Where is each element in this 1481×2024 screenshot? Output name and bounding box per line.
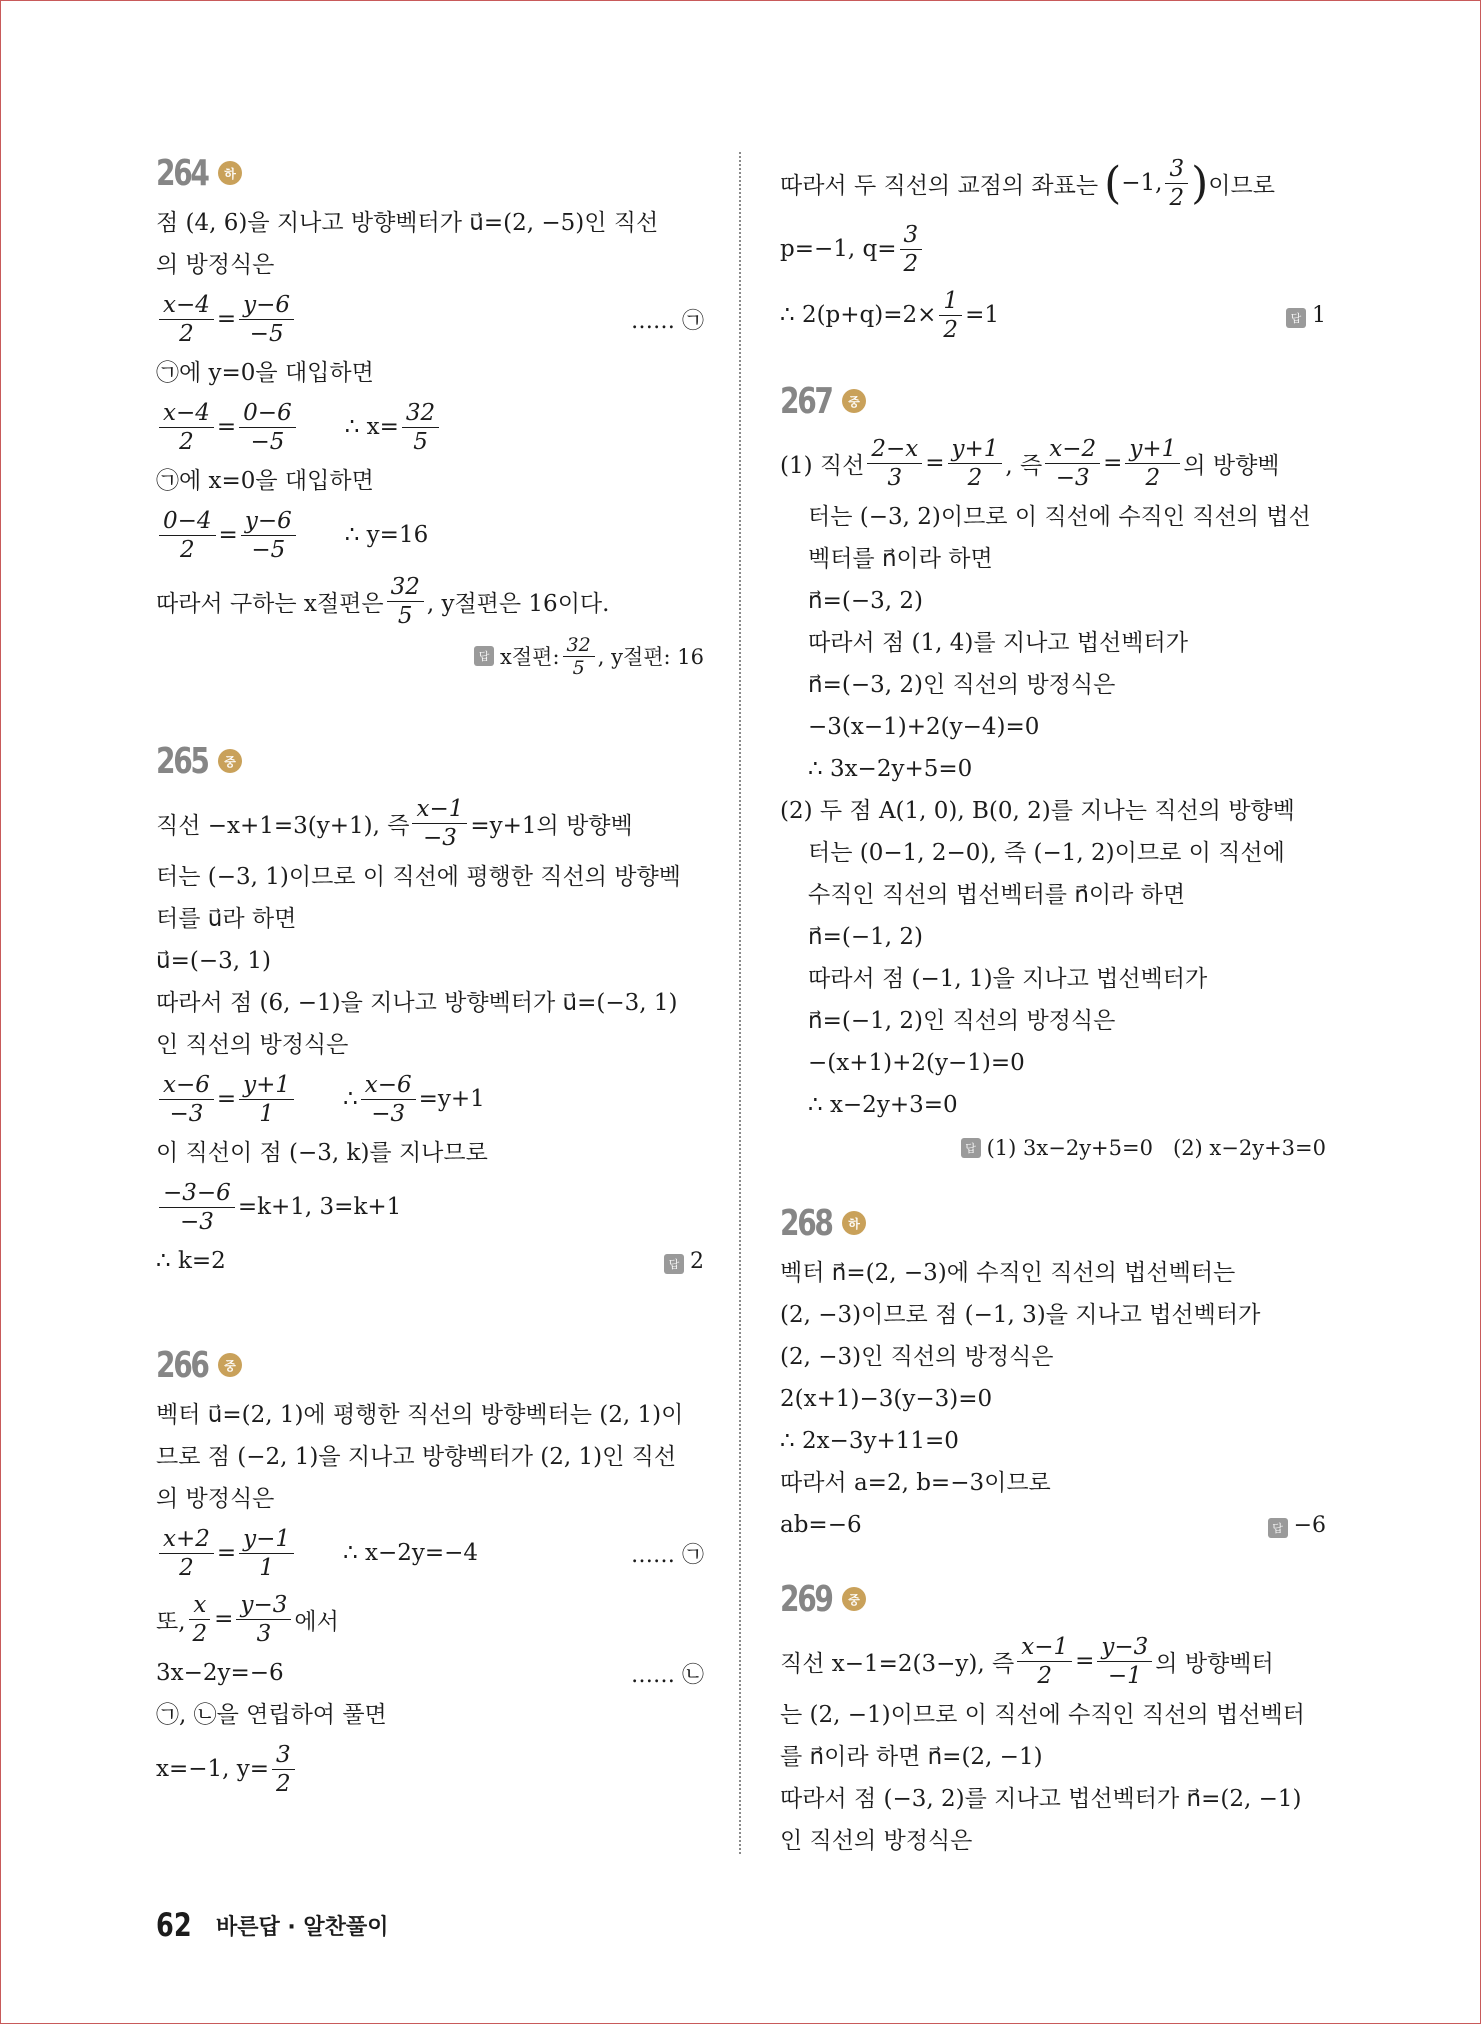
numerator: x−1 (1017, 1633, 1072, 1662)
text: p=−1, q= (780, 236, 897, 262)
answer-line (780, 1126, 1326, 1170)
text-line: n⃗=(−1, 2)인 직선의 방정식은 (808, 1008, 1116, 1034)
text: 의 방향벡터 (1155, 1650, 1274, 1677)
text: 따라서 구하는 x절편은 (156, 590, 384, 617)
denominator: 2 (1169, 184, 1185, 211)
paren-close: ) (1191, 157, 1209, 209)
numerator: x+2 (159, 1525, 214, 1554)
denominator: 3 (887, 464, 903, 491)
answer-text: 1 (1312, 302, 1326, 328)
text-line: ∴ 2x−3y+11=0 (780, 1428, 959, 1454)
text: =k+1, 3=k+1 (237, 1194, 402, 1220)
fraction (239, 1525, 294, 1582)
numerator: x−4 (159, 291, 214, 320)
therefore-text: ∴ (343, 1086, 358, 1112)
fraction (159, 1179, 235, 1236)
problem-header (156, 738, 704, 784)
text-line: 의 방정식은 (156, 252, 275, 278)
equals: = (1103, 450, 1123, 476)
equation-tag: …… ㉡ (631, 1662, 704, 1688)
text-line: n⃗=(−1, 2) (808, 924, 923, 950)
fraction (361, 1071, 416, 1128)
text-line: 를 n⃗이라 하면 n⃗=(2, −1) (780, 1744, 1043, 1770)
numerator: 0−6 (239, 399, 296, 428)
fraction (159, 291, 214, 348)
numerator: −3−6 (159, 1179, 235, 1208)
problem-header (780, 1200, 1326, 1246)
equation-line (780, 1628, 1326, 1694)
equation-line (780, 430, 1326, 496)
denominator: −3 (169, 1100, 204, 1127)
fraction (239, 399, 296, 456)
fraction (159, 1525, 214, 1582)
denominator: 3 (256, 1620, 272, 1647)
difficulty-badge: 하 (218, 161, 242, 185)
answer-line (1268, 1513, 1326, 1538)
problem-number: 264 (156, 152, 208, 194)
problem-number: 266 (156, 1344, 208, 1386)
text-line: 벡터를 n⃗이라 하면 (808, 546, 993, 572)
equals: = (218, 522, 238, 548)
denominator: 2 (179, 536, 195, 563)
problem-264 (156, 150, 704, 678)
answer-text: −6 (1293, 1512, 1326, 1538)
text-line: −3(x−1)+2(y−4)=0 (808, 714, 1040, 740)
text: , 즉 (1005, 452, 1043, 479)
text-line: 벡터 n⃗=(2, −3)에 수직인 직선의 법선벡터는 (780, 1260, 1236, 1286)
numerator: 0−4 (159, 507, 216, 536)
fraction (948, 435, 1003, 492)
equation (156, 1586, 704, 1652)
numerator: y−1 (239, 1525, 294, 1554)
text-line: ∴ x−2y+3=0 (808, 1092, 958, 1118)
spacer (156, 678, 704, 738)
numerator: y−6 (239, 291, 294, 320)
equals: = (216, 306, 237, 332)
numerator: x−6 (361, 1071, 416, 1100)
denominator: 5 (572, 656, 585, 679)
numerator: x−2 (1045, 435, 1100, 464)
text-line: 인 직선의 방정식은 (156, 1032, 349, 1058)
numerator: x−4 (159, 399, 214, 428)
text-line: 터는 (−3, 1)이므로 이 직선에 평행한 직선의 방향벡 (156, 864, 681, 890)
text: =y+1의 방향벡 (470, 812, 633, 839)
equation (156, 502, 704, 568)
text-line: 터는 (0−1, 2−0), 즉 (−1, 2)이므로 이 직선에 (808, 840, 1285, 866)
text-line: (2, −3)이므로 점 (−1, 3)을 지나고 법선벡터가 (780, 1302, 1261, 1328)
answer-line (664, 1249, 704, 1274)
numerator: 3 (272, 1741, 295, 1770)
fraction (159, 399, 214, 456)
equals: = (216, 1540, 237, 1566)
text-line: 이 직선이 점 (−3, k)를 지나므로 (156, 1140, 488, 1166)
fraction (939, 287, 962, 344)
text-line: n⃗=(−3, 2) (808, 588, 923, 614)
text-line: 따라서 점 (1, 4)를 지나고 법선벡터가 (808, 630, 1188, 656)
problem-header (156, 1342, 704, 1388)
spacer (780, 1546, 1326, 1576)
text-line: n⃗=(−3, 2)인 직선의 방정식은 (808, 672, 1116, 698)
denominator: 2 (1037, 1662, 1052, 1689)
right-column (780, 150, 1326, 1862)
denominator: 2 (192, 1620, 208, 1647)
text: 직선 −x+1=3(y+1), 즉 (156, 812, 410, 839)
numerator: 1 (939, 287, 962, 316)
numerator: 3 (900, 221, 923, 250)
text: , y절편은 16이다. (426, 590, 610, 617)
text: 이므로 (1208, 172, 1275, 199)
problem-267 (780, 378, 1326, 1170)
text: (1) 직선 (780, 452, 865, 479)
problem-number: 268 (780, 1202, 832, 1244)
text-line: 2(x+1)−3(y−3)=0 (780, 1386, 993, 1412)
text: 또, (156, 1608, 186, 1635)
fraction (159, 1071, 214, 1128)
numerator: x−1 (412, 795, 467, 824)
text-line: 따라서 점 (−1, 1)을 지나고 법선벡터가 (808, 966, 1208, 992)
denominator: 2 (1145, 464, 1161, 491)
equals: = (216, 414, 237, 440)
text: =1 (965, 302, 999, 328)
problem-header (780, 378, 1326, 424)
fraction (563, 634, 595, 679)
difficulty-badge: 하 (842, 1211, 866, 1235)
text: 직선 x−1=2(3−y), 즉 (780, 1650, 1015, 1677)
difficulty-badge: 중 (218, 749, 242, 773)
text-line: (2) 두 점 A(1, 0), B(0, 2)를 지나는 직선의 방향벡 (780, 798, 1295, 824)
numerator: x−6 (159, 1071, 214, 1100)
equals: = (925, 450, 945, 476)
denominator: −5 (249, 320, 284, 347)
numerator: 32 (563, 634, 595, 657)
fraction (1165, 155, 1188, 212)
equation (156, 1736, 704, 1802)
fraction (900, 221, 923, 278)
numerator: x (189, 1591, 210, 1620)
denominator: −1 (1107, 1662, 1142, 1689)
text-line: u⃗=(−3, 1) (156, 948, 271, 974)
text: 3x−2y=−6 (156, 1660, 284, 1686)
page-footer (156, 1906, 388, 1944)
text-line: 는 (2, −1)이므로 이 직선에 수직인 직선의 법선벡터 (780, 1702, 1305, 1728)
text-line: ㉠에 x=0을 대입하면 (156, 468, 374, 494)
text: =y+1 (418, 1086, 485, 1112)
fraction (236, 1591, 291, 1648)
numerator: 3 (1165, 155, 1188, 184)
answer-text: 2 (690, 1248, 704, 1274)
text: 에서 (294, 1608, 339, 1635)
problem-266 (156, 1342, 704, 1802)
denominator: 2 (179, 428, 194, 455)
problem-269 (780, 1576, 1326, 1862)
denominator: 2 (943, 316, 959, 343)
equation (780, 216, 1326, 282)
spacer (780, 348, 1326, 378)
denominator: −5 (251, 536, 286, 563)
equals: = (1075, 1648, 1095, 1674)
numerator: y+1 (239, 1071, 294, 1100)
text-line: 따라서 점 (6, −1)을 지나고 방향벡터가 u⃗=(−3, 1) (156, 990, 678, 1016)
denominator: 5 (413, 428, 428, 455)
denominator: −3 (179, 1208, 214, 1235)
part-1-body (780, 496, 1326, 790)
denominator: −5 (250, 428, 285, 455)
answer-line (1286, 303, 1326, 328)
numerator: 32 (402, 399, 439, 428)
fraction (1045, 435, 1100, 492)
fraction (189, 1591, 212, 1648)
equation-tag: …… ㉠ (631, 308, 704, 334)
final-line (780, 1504, 1326, 1546)
text-line: 따라서 점 (−3, 2)를 지나고 법선벡터가 n⃗=(2, −1) (780, 1786, 1302, 1812)
text-line: 따라서 a=2, b=−3이므로 (780, 1470, 1051, 1496)
denominator: −3 (1055, 464, 1090, 491)
equation (156, 286, 704, 352)
text-line: 인 직선의 방정식은 (780, 1828, 973, 1854)
text: 따라서 두 직선의 교점의 좌표는 (780, 172, 1099, 199)
fraction (1097, 1633, 1152, 1690)
equation-line (780, 150, 1326, 216)
denominator: 2 (276, 1770, 291, 1797)
fraction (1017, 1633, 1072, 1690)
fraction (402, 399, 439, 456)
problem-268 (780, 1200, 1326, 1546)
equation-line (156, 1652, 704, 1694)
numerator: y−3 (1097, 1633, 1152, 1662)
text: ∴ 2(p+q)=2× (780, 302, 937, 328)
spacer (780, 1170, 1326, 1200)
answer-mark-icon: 답 (664, 1254, 684, 1274)
text-line: ㉠, ㉡을 연립하여 풀면 (156, 1702, 387, 1728)
numerator: y−6 (241, 507, 296, 536)
answer-text: x절편: (500, 645, 560, 669)
problem-number: 269 (780, 1578, 832, 1620)
answer-mark-icon: 답 (1286, 308, 1306, 328)
text-line: ㉠에 y=0을 대입하면 (156, 360, 374, 386)
final-line (156, 1240, 704, 1282)
equation (156, 1174, 704, 1240)
text-line: −(x+1)+2(y−1)=0 (808, 1050, 1025, 1076)
text-line: 수직인 직선의 법선벡터를 n⃗이라 하면 (808, 882, 1186, 908)
numerator: 32 (387, 573, 424, 602)
text-line: (2, −3)인 직선의 방정식은 (780, 1344, 1054, 1370)
equation (156, 1520, 704, 1586)
problem-265 (156, 738, 704, 1282)
page-number: 62 (156, 1906, 192, 1944)
denominator: 2 (179, 320, 194, 347)
text-line: 점 (4, 6)을 지나고 방향벡터가 u⃗=(2, −5)인 직선 (156, 210, 659, 236)
problem-number: 265 (156, 740, 208, 782)
answer-text: (1) 3x−2y+5=0 (2) x−2y+3=0 (986, 1136, 1326, 1160)
therefore-text: ∴ x−2y=−4 (343, 1540, 479, 1566)
denominator: 2 (179, 1554, 194, 1581)
conclusion-line (156, 568, 704, 634)
answer-mark-icon: 답 (961, 1138, 981, 1158)
fraction (159, 507, 216, 564)
text-line: ∴ 3x−2y+5=0 (808, 756, 973, 782)
denominator: 1 (259, 1100, 274, 1127)
equals: = (216, 1086, 237, 1112)
answer-mark-icon: 답 (474, 646, 494, 666)
numerator: 2−x (867, 435, 922, 464)
fraction (412, 795, 467, 852)
denominator: 1 (259, 1554, 274, 1581)
denominator: −3 (422, 824, 457, 851)
fraction (239, 1071, 294, 1128)
denominator: 2 (903, 250, 919, 277)
text-line: 의 방정식은 (156, 1486, 275, 1512)
text-line: 터는 (−3, 2)이므로 이 직선에 수직인 직선의 법선 (808, 504, 1311, 530)
fraction (387, 573, 424, 630)
fraction (241, 507, 296, 564)
problem-header (780, 1576, 1326, 1622)
numerator: y−3 (236, 1591, 291, 1620)
difficulty-badge: 중 (218, 1353, 242, 1377)
left-column (156, 150, 704, 1802)
equation (156, 394, 704, 460)
fraction (239, 291, 294, 348)
fraction (272, 1741, 295, 1798)
problem-number: 267 (780, 380, 832, 422)
problem-header (156, 150, 704, 196)
paren-open: ( (1104, 157, 1122, 209)
answer-mark-icon: 답 (1268, 1518, 1288, 1538)
therefore-text: ∴ y=16 (344, 522, 429, 548)
fraction (1125, 435, 1180, 492)
text-line: 벡터 u⃗=(2, 1)에 평행한 직선의 방향벡터는 (2, 1)이 (156, 1402, 684, 1428)
book-title: 바른답 · 알찬풀이 (216, 1914, 389, 1940)
equation (780, 282, 1326, 348)
problem-266-continued (780, 150, 1326, 348)
denominator: −3 (371, 1100, 406, 1127)
difficulty-badge: 중 (842, 1587, 866, 1611)
column-divider (739, 152, 741, 1854)
text-line: 터를 u⃗라 하면 (156, 906, 297, 932)
text: ab=−6 (780, 1512, 862, 1538)
equation-line (156, 790, 704, 856)
text: ∴ k=2 (156, 1248, 226, 1274)
answer-line (156, 634, 704, 678)
equation-tag: …… ㉠ (631, 1542, 704, 1568)
equation (156, 1066, 704, 1132)
spacer (156, 1282, 704, 1342)
denominator: 2 (967, 464, 983, 491)
text: 의 방향벡 (1183, 452, 1280, 479)
fraction (867, 435, 922, 492)
text: −1, (1121, 170, 1163, 196)
numerator: y+1 (1125, 435, 1180, 464)
text-line: 므로 점 (−2, 1)을 지나고 방향벡터가 (2, 1)인 직선 (156, 1444, 677, 1470)
answer-text: , y절편: 16 (597, 645, 704, 669)
text: x=−1, y= (156, 1756, 270, 1782)
denominator: 5 (397, 602, 413, 629)
part-2-body (780, 832, 1326, 1126)
therefore-text: ∴ x= (344, 414, 399, 440)
numerator: y+1 (948, 435, 1003, 464)
equals: = (214, 1606, 234, 1632)
difficulty-badge: 중 (842, 389, 866, 413)
